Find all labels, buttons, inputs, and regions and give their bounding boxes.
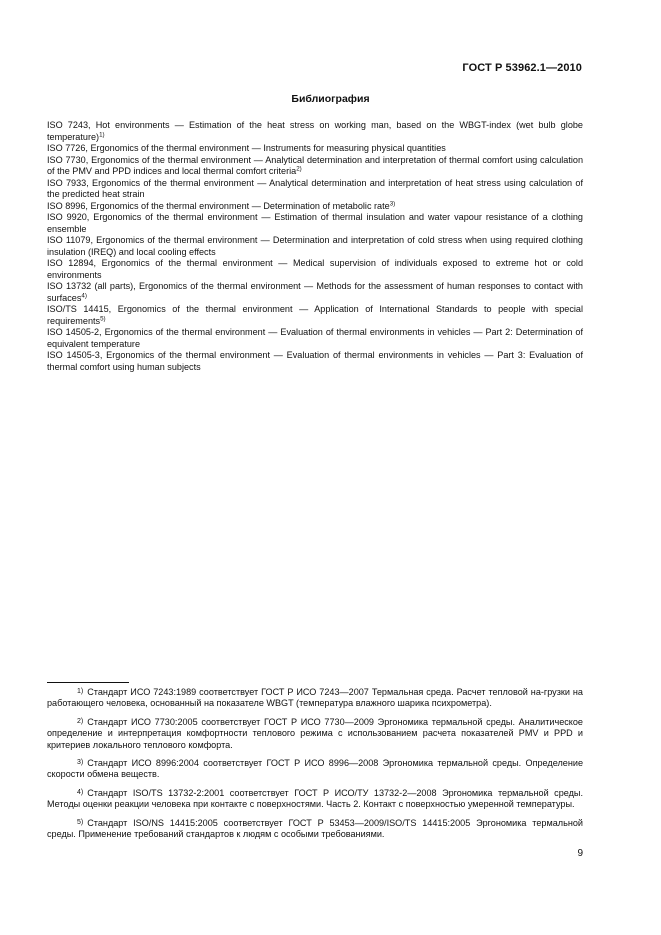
bibliography-entry bbox=[47, 178, 583, 201]
bibliography-entry bbox=[47, 201, 583, 213]
entry-text: ISO 7726, Ergonomics of the thermal environment — Instruments for measuring physical quantities bbox=[47, 143, 446, 153]
bibliography-entry bbox=[47, 212, 583, 235]
footnote-text: Стандарт ISO/TS 13732-2:2001 соответствует ГОСТ Р ИСО/ТУ 13732-2—2008 Эргономика термальной среды. Методы оценки реакции человека при контакте с поверхностями. Часть 2. Контакт с поверхностью умеренной температуры. bbox=[47, 787, 583, 810]
bibliography-entry bbox=[47, 304, 583, 327]
footnote-mark: 4) bbox=[77, 788, 84, 796]
footnote-ref: 3) bbox=[389, 200, 396, 207]
bibliography-entry bbox=[47, 120, 583, 143]
entry-text: ISO 12894, Ergonomics of the thermal environment — Medical supervision of individuals exposed to extreme hot or cold environments bbox=[47, 258, 583, 280]
footnote-ref: 1) bbox=[99, 131, 105, 138]
document-header: ГОСТ Р 53962.1—2010 bbox=[462, 62, 582, 74]
bibliography-list bbox=[47, 120, 583, 373]
footnote-text: Стандарт ИСО 7730:2005 соответствует ГОСТ Р ИСО 7730—2009 Эргономика термальной среды. Аналитическое определение и интерпретация комфортности теплового режима с использованием расчета показателей PMV и PPD и критериев локального теплового комфорта. bbox=[47, 716, 583, 750]
bibliography-entry bbox=[47, 143, 583, 155]
footnote bbox=[47, 817, 583, 841]
bibliography-entry bbox=[47, 281, 583, 304]
entry-text: ISO 14505-3, Ergonomics of the thermal environment — Evaluation of thermal environments in vehicles — Part 3: Evaluation of thermal comfort using human subjects bbox=[47, 350, 583, 372]
entry-text: ISO 11079, Ergonomics of the thermal environment — Determination and interpretation of cold stress when using required clothing insulation (IREQ) and local cooling effects bbox=[47, 235, 583, 257]
entry-text: ISO 7243, Hot environments — Estimation of the heat stress on working man, based on the WBGT-index (wet bulb globe temperature) bbox=[47, 120, 583, 142]
footnote-mark: 1) bbox=[77, 688, 84, 695]
footnote-text: Стандарт ИСО 7243:1989 соответствует ГОСТ Р ИСО 7243—2007 Термальная среда. Расчет тепловой на-грузки на работающего человека, основанный на показателе WBGT (температура влажного шарика психрометра). bbox=[47, 687, 583, 709]
entry-text: ISO 13732 (all parts), Ergonomics of the thermal environment — Methods for the assessment of human responses to contact with surfaces bbox=[47, 281, 583, 303]
entry-text: ISO 7933, Ergonomics of the thermal environment — Analytical determination and interpretation of heat stress using calculation of the predicted heat strain bbox=[47, 177, 583, 199]
entry-text: ISO 9920, Ergonomics of the thermal environment — Estimation of thermal insulation and water vapour resistance of a clothing ensemble bbox=[47, 212, 583, 234]
footnote bbox=[47, 686, 583, 710]
footnote bbox=[47, 757, 583, 781]
entry-text: ISO/TS 14415, Ergonomics of the thermal environment — Application of International Standards to people with special requirements bbox=[47, 304, 583, 326]
entry-text: ISO 8996, Ergonomics of the thermal environment — Determination of metabolic rate bbox=[47, 200, 390, 211]
entry-text: ISO 14505-2, Ergonomics of the thermal environment — Evaluation of thermal environments in vehicles — Part 2: Determination of equivalent temperature bbox=[47, 327, 583, 349]
bibliography-entry bbox=[47, 258, 583, 281]
footnote-mark: 2) bbox=[77, 717, 84, 725]
bibliography-entry bbox=[47, 155, 583, 178]
entry-text: ISO 7730, Ergonomics of the thermal environment — Analytical determination and interpretation of thermal comfort using calculation of the PMV and PPD indices and local thermal comfort criteria bbox=[47, 154, 583, 176]
bibliography-entry bbox=[47, 350, 583, 373]
footnote-ref: 5) bbox=[100, 315, 106, 322]
footnote-divider bbox=[47, 682, 129, 683]
page-number: 9 bbox=[577, 848, 583, 859]
bibliography-entry bbox=[47, 235, 583, 258]
footnote-text: Стандарт ИСО 8996:2004 соответствует ГОСТ Р ИСО 8996—2008 Эргономика термальной среды. Определение скорости обмена веществ. bbox=[47, 758, 583, 780]
footnote bbox=[47, 716, 583, 751]
footnotes-section bbox=[47, 686, 583, 846]
footnote-ref: 2) bbox=[296, 165, 302, 173]
footnote-mark: 5) bbox=[77, 818, 84, 826]
bibliography-title: Библиография bbox=[291, 93, 370, 105]
footnote bbox=[47, 787, 583, 811]
footnote-text: Стандарт ISO/NS 14415:2005 соответствует ГОСТ Р 53453—2009/ISO/TS 14415:2005 Эргономика термальной среды. Применение требований стандартов к людям с особыми требованиями. bbox=[47, 817, 583, 840]
footnote-ref: 4) bbox=[81, 292, 87, 299]
footnote-mark: 3) bbox=[77, 759, 84, 767]
bibliography-entry bbox=[47, 327, 583, 350]
